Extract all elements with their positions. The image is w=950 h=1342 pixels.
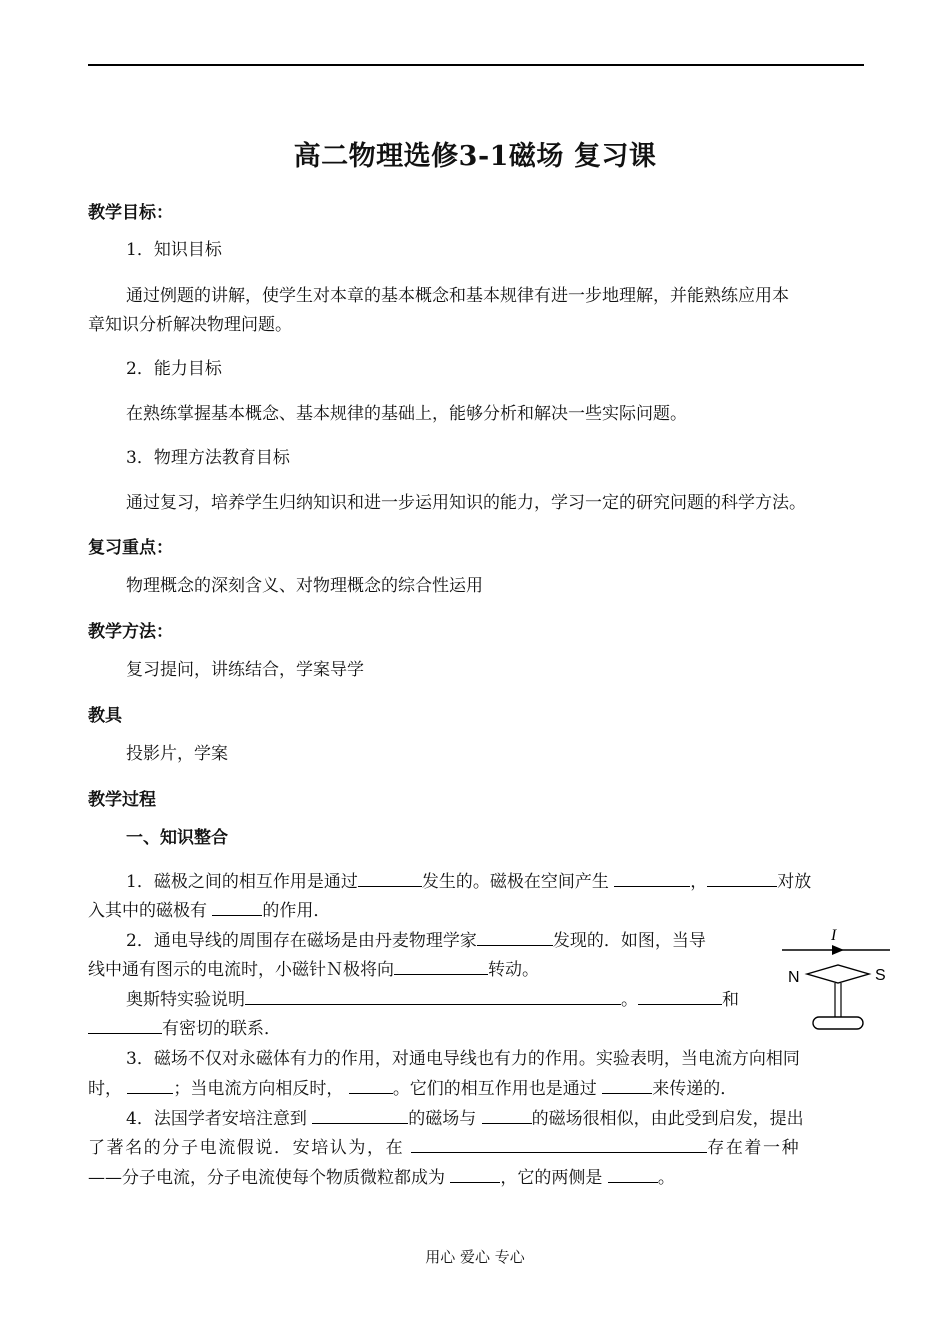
question-2-line-1: 2．通电导线的周围存在磁场是由丹麦物理学家 发现的．如图，当导: [126, 931, 706, 951]
s-pole-label: S: [875, 967, 886, 984]
answer-blank[interactable]: [450, 1166, 500, 1183]
knowledge-goal-label: 1．知识目标: [126, 240, 222, 260]
answer-blank[interactable]: [245, 988, 621, 1005]
question-1-line-1: 1．磁极之间的相互作用是通过 发生的。磁极在空间产生 ， 对放: [126, 872, 812, 892]
method-heading: 教学方法：: [88, 622, 173, 642]
answer-blank[interactable]: [349, 1077, 393, 1094]
question-3-line-1: 3．磁场不仅对永磁体有力的作用，对通电导线也有力的作用。实验表明，当电流方向相同: [126, 1049, 800, 1069]
question-2-line-2: 线中通有图示的电流时，小磁针Ｎ极将向 转动。: [88, 960, 539, 980]
question-2-line-3: 奥斯特实验说明 。 和: [126, 990, 739, 1010]
process-heading: 教学过程: [88, 790, 156, 810]
answer-blank[interactable]: [638, 988, 722, 1005]
answer-blank[interactable]: [312, 1107, 408, 1124]
question-4-line-2: 了著名的分子电流假说．安培认为，在 存在着一种: [88, 1138, 801, 1158]
method-goal-text: 通过复习，培养学生归纳知识和进一步运用知识的能力，学习一定的研究问题的科学方法。: [126, 493, 806, 513]
knowledge-goal-text-1: 通过例题的讲解，使学生对本章的基本概念和基本规律有进一步地理解，并能熟练应用本: [126, 286, 789, 306]
answer-blank[interactable]: [411, 1136, 707, 1153]
focus-heading: 复习重点：: [88, 538, 173, 558]
header-rule: [88, 64, 864, 66]
current-label: I: [831, 927, 837, 944]
method-text: 复习提问，讲练结合，学案导学: [126, 660, 364, 680]
ability-goal-text: 在熟练掌握基本概念、基本规律的基础上，能够分析和解决一些实际问题。: [126, 404, 687, 424]
answer-blank[interactable]: [614, 870, 690, 887]
page-title: 高二物理选修3-1磁场 复习课: [293, 141, 657, 172]
question-4-line-3: ——分子电流，分子电流使每个物质微粒都成为 ，它的两侧是 。: [88, 1168, 675, 1188]
compass-needle: [807, 965, 869, 983]
current-arrow-icon: [832, 945, 844, 955]
method-goal-label: 3．物理方法教育目标: [126, 448, 290, 468]
question-3-line-2: 时， ；当电流方向相反时， 。它们的相互作用也是通过 来传递的．: [88, 1079, 738, 1099]
answer-blank[interactable]: [394, 958, 488, 975]
n-pole-label: N: [788, 969, 800, 986]
answer-blank[interactable]: [608, 1166, 658, 1183]
goals-heading: 教学目标：: [88, 203, 173, 223]
answer-blank[interactable]: [212, 899, 262, 916]
question-1-line-2: 入其中的磁极有 的作用．: [88, 901, 331, 921]
answer-blank[interactable]: [127, 1077, 173, 1094]
knowledge-goal-text-2: 章知识分析解决物理问题。: [88, 315, 292, 335]
tools-text: 投影片，学案: [126, 744, 228, 764]
ability-goal-label: 2．能力目标: [126, 359, 222, 379]
answer-blank[interactable]: [88, 1017, 162, 1034]
answer-blank[interactable]: [358, 870, 422, 887]
needle-base: [813, 1017, 863, 1029]
question-2-line-4: 有密切的联系．: [88, 1017, 281, 1041]
answer-blank[interactable]: [602, 1077, 652, 1094]
answer-blank[interactable]: [477, 929, 553, 946]
answer-blank[interactable]: [482, 1107, 532, 1124]
process-subheading: 一、知识整合: [126, 828, 228, 848]
focus-text: 物理概念的深刻含义、对物理概念的综合性运用: [126, 576, 483, 596]
answer-blank[interactable]: [707, 870, 777, 887]
oersted-figure: [776, 924, 896, 1036]
tools-heading: 教具: [88, 706, 122, 726]
page-footer: 用心 爱心 专心: [425, 1248, 525, 1266]
question-4-line-1: 4．法国学者安培注意到 的磁场与 的磁场很相似，由此受到启发，提出: [126, 1109, 804, 1129]
